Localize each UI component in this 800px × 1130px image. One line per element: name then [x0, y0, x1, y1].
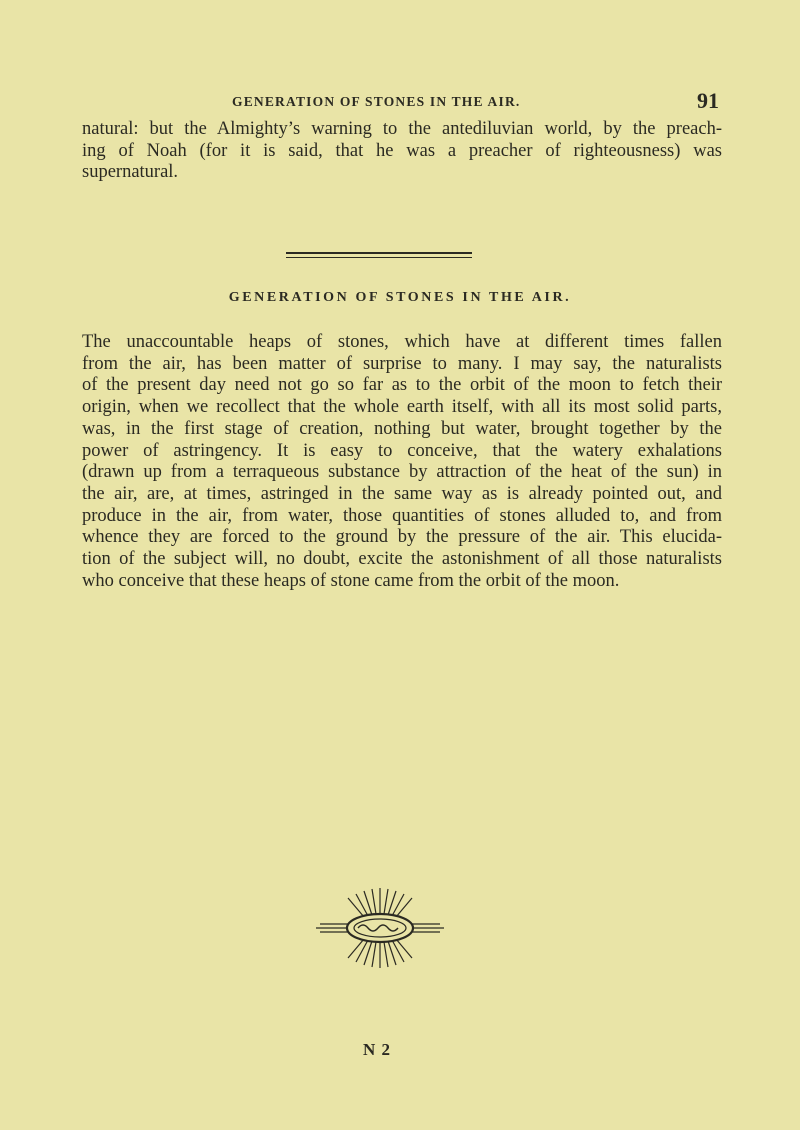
section-heading: GENERATION OF STONES IN THE AIR. — [228, 290, 572, 305]
running-head: GENERATION OF STONES IN THE AIR. — [232, 94, 521, 109]
paragraph-line: supernatural. — [82, 162, 179, 183]
paragraph-line: was, in the first stage of creation, nothing but water, brought together by the — [82, 418, 722, 439]
paragraph-line: produce in the air, from water, those quantities of stones alluded to, and from — [82, 505, 722, 526]
paragraph-line: (drawn up from a terraqueous substance by attraction of the heat of the sun) in — [82, 462, 722, 483]
paragraph-1 — [82, 119, 722, 184]
paragraph-line: the air, are, at times, astringed in the same way as is already pointed out, and — [82, 483, 722, 504]
paragraph-line: whence they are forced to the ground by the pressure of the air. This elucida- — [82, 527, 722, 548]
page-number: 91 — [697, 88, 719, 113]
paragraph-line: The unaccountable heaps of stones, which have at different times fallen — [82, 332, 722, 352]
paragraph-line: natural: but the Almighty’s warning to the antediluvian world, by the preach- — [82, 119, 722, 139]
section-divider-thick — [286, 252, 472, 254]
tailpiece-ornament-icon — [312, 880, 448, 976]
paragraph-line: from the air, has been matter of surprise to many. I may say, the naturalists — [82, 353, 722, 374]
paragraph-line: power of astringency. It is easy to conceive, that the watery exhalations — [82, 440, 722, 461]
paragraph-line: ing of Noah (for it is said, that he was a preacher of righteousness) was — [82, 140, 722, 161]
paragraph-line: of the present day need not go so far as to the orbit of the moon to fetch their — [82, 375, 722, 396]
paragraph-line: who conceive that these heaps of stone came from the orbit of the moon. — [82, 570, 620, 591]
signature-mark: N 2 — [363, 1040, 392, 1059]
paragraph-2 — [82, 332, 722, 592]
paragraph-line: tion of the subject will, no doubt, excite the astonishment of all those naturalists — [82, 549, 722, 570]
paragraph-line: origin, when we recollect that the whole earth itself, with all its most solid parts, — [82, 397, 722, 418]
section-divider-thin — [286, 257, 472, 258]
